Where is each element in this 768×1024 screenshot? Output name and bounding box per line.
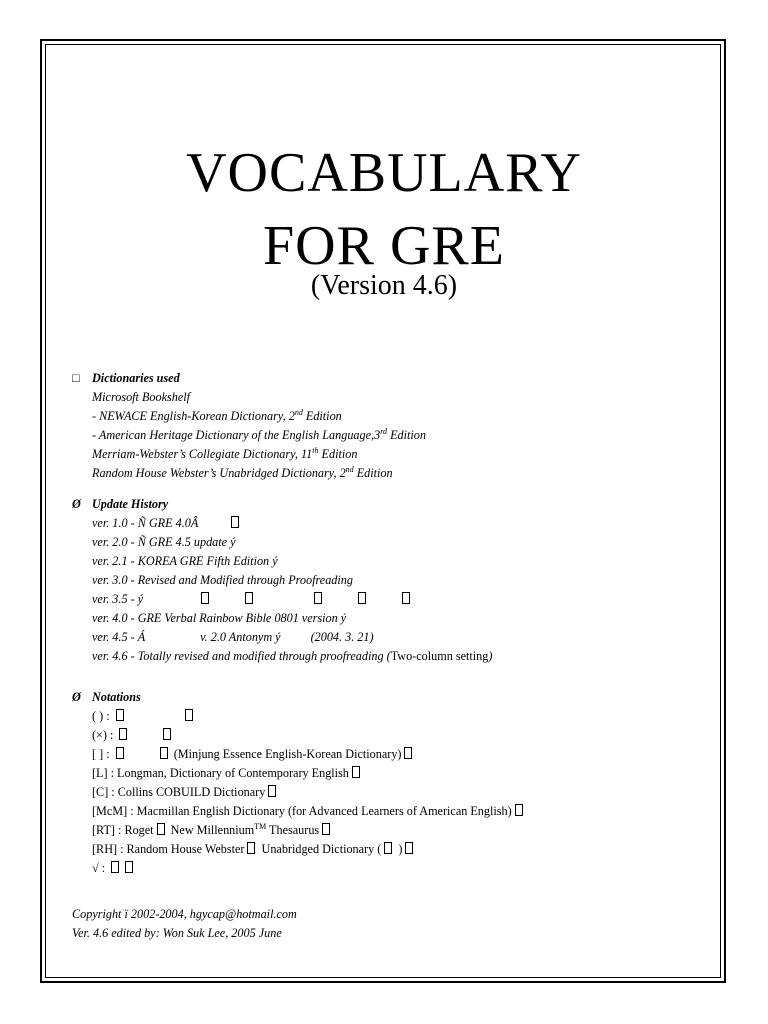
update-history-section [72, 495, 492, 666]
copyright-line: Copyright ï 2002-2004, hgycap@hotmail.com [72, 907, 297, 921]
dictionary-item: - NEWACE English-Korean Dictionary, 2nd Edition [92, 407, 342, 423]
arrow-bullet-icon: Ø [72, 497, 81, 511]
history-item: ver. 2.0 - Ñ GRE 4.5 update ý [92, 535, 236, 549]
title-line-2: FOR GRE [263, 215, 505, 277]
notation-item: [McM] : Macmillan English Dictionary (for Advanced Learners of American English) [72, 802, 526, 821]
notation-item: [RT] : Roget New Millennium™ Thesaurus [72, 821, 526, 840]
history-item: ver. 4.6 - Totally revised and modified through proofreading (Two-column setting) [92, 649, 493, 663]
edited-by-line: Ver. 4.6 edited by: Won Suk Lee, 2005 June [72, 926, 282, 940]
history-item: ver. 2.1 - KOREA GRE Fifth Edition ý [92, 554, 278, 568]
dictionary-item: - American Heritage Dictionary of the English Language,3rd Edition [92, 426, 426, 442]
update-history-heading: Update History [92, 497, 169, 511]
history-item: ver. 3.5 - ý [72, 590, 492, 609]
dictionaries-heading: Dictionaries used [92, 371, 180, 385]
dictionary-item: Microsoft Bookshelf [92, 390, 191, 404]
history-item: ver. 3.0 - Revised and Modified through Proofreading [92, 573, 353, 587]
title-line-1: VOCABULARY [186, 142, 582, 204]
version-label: (Version 4.6) [310, 270, 458, 301]
checkbox-bullet-icon: □ [72, 371, 80, 385]
history-item: ver. 4.5 - Á v. 2.0 Antonym ý (2004. 3. 21) [92, 630, 374, 644]
dictionaries-section [72, 369, 426, 483]
notations-heading: Notations [92, 690, 141, 704]
notation-item: ( ) : [72, 707, 526, 726]
arrow-bullet-icon: Ø [72, 690, 81, 704]
notation-item: (×) : [72, 726, 526, 745]
dictionary-item: Random House Webster’s Unabridged Dictionary, 2nd Edition [92, 464, 393, 480]
notation-item: [ ] : (Minjung Essence English-Korean Dictionary) [72, 745, 526, 764]
dictionary-item: Merriam-Webster’s Collegiate Dictionary, 11th Edition [92, 445, 358, 461]
history-item: ver. 1.0 - Ñ GRE 4.0Â [72, 514, 492, 533]
copyright-block [72, 905, 297, 943]
notation-item: [RH] : Random House Webster Unabridged Dictionary ( ) [72, 840, 526, 859]
notation-item: [L] : Longman, Dictionary of Contemporary English [72, 764, 526, 783]
history-item: ver. 4.0 - GRE Verbal Rainbow Bible 0801 version ý [92, 611, 347, 625]
notation-item: [C] : Collins COBUILD Dictionary [72, 783, 526, 802]
notations-section [72, 688, 526, 878]
notation-item: √ : [72, 859, 526, 878]
